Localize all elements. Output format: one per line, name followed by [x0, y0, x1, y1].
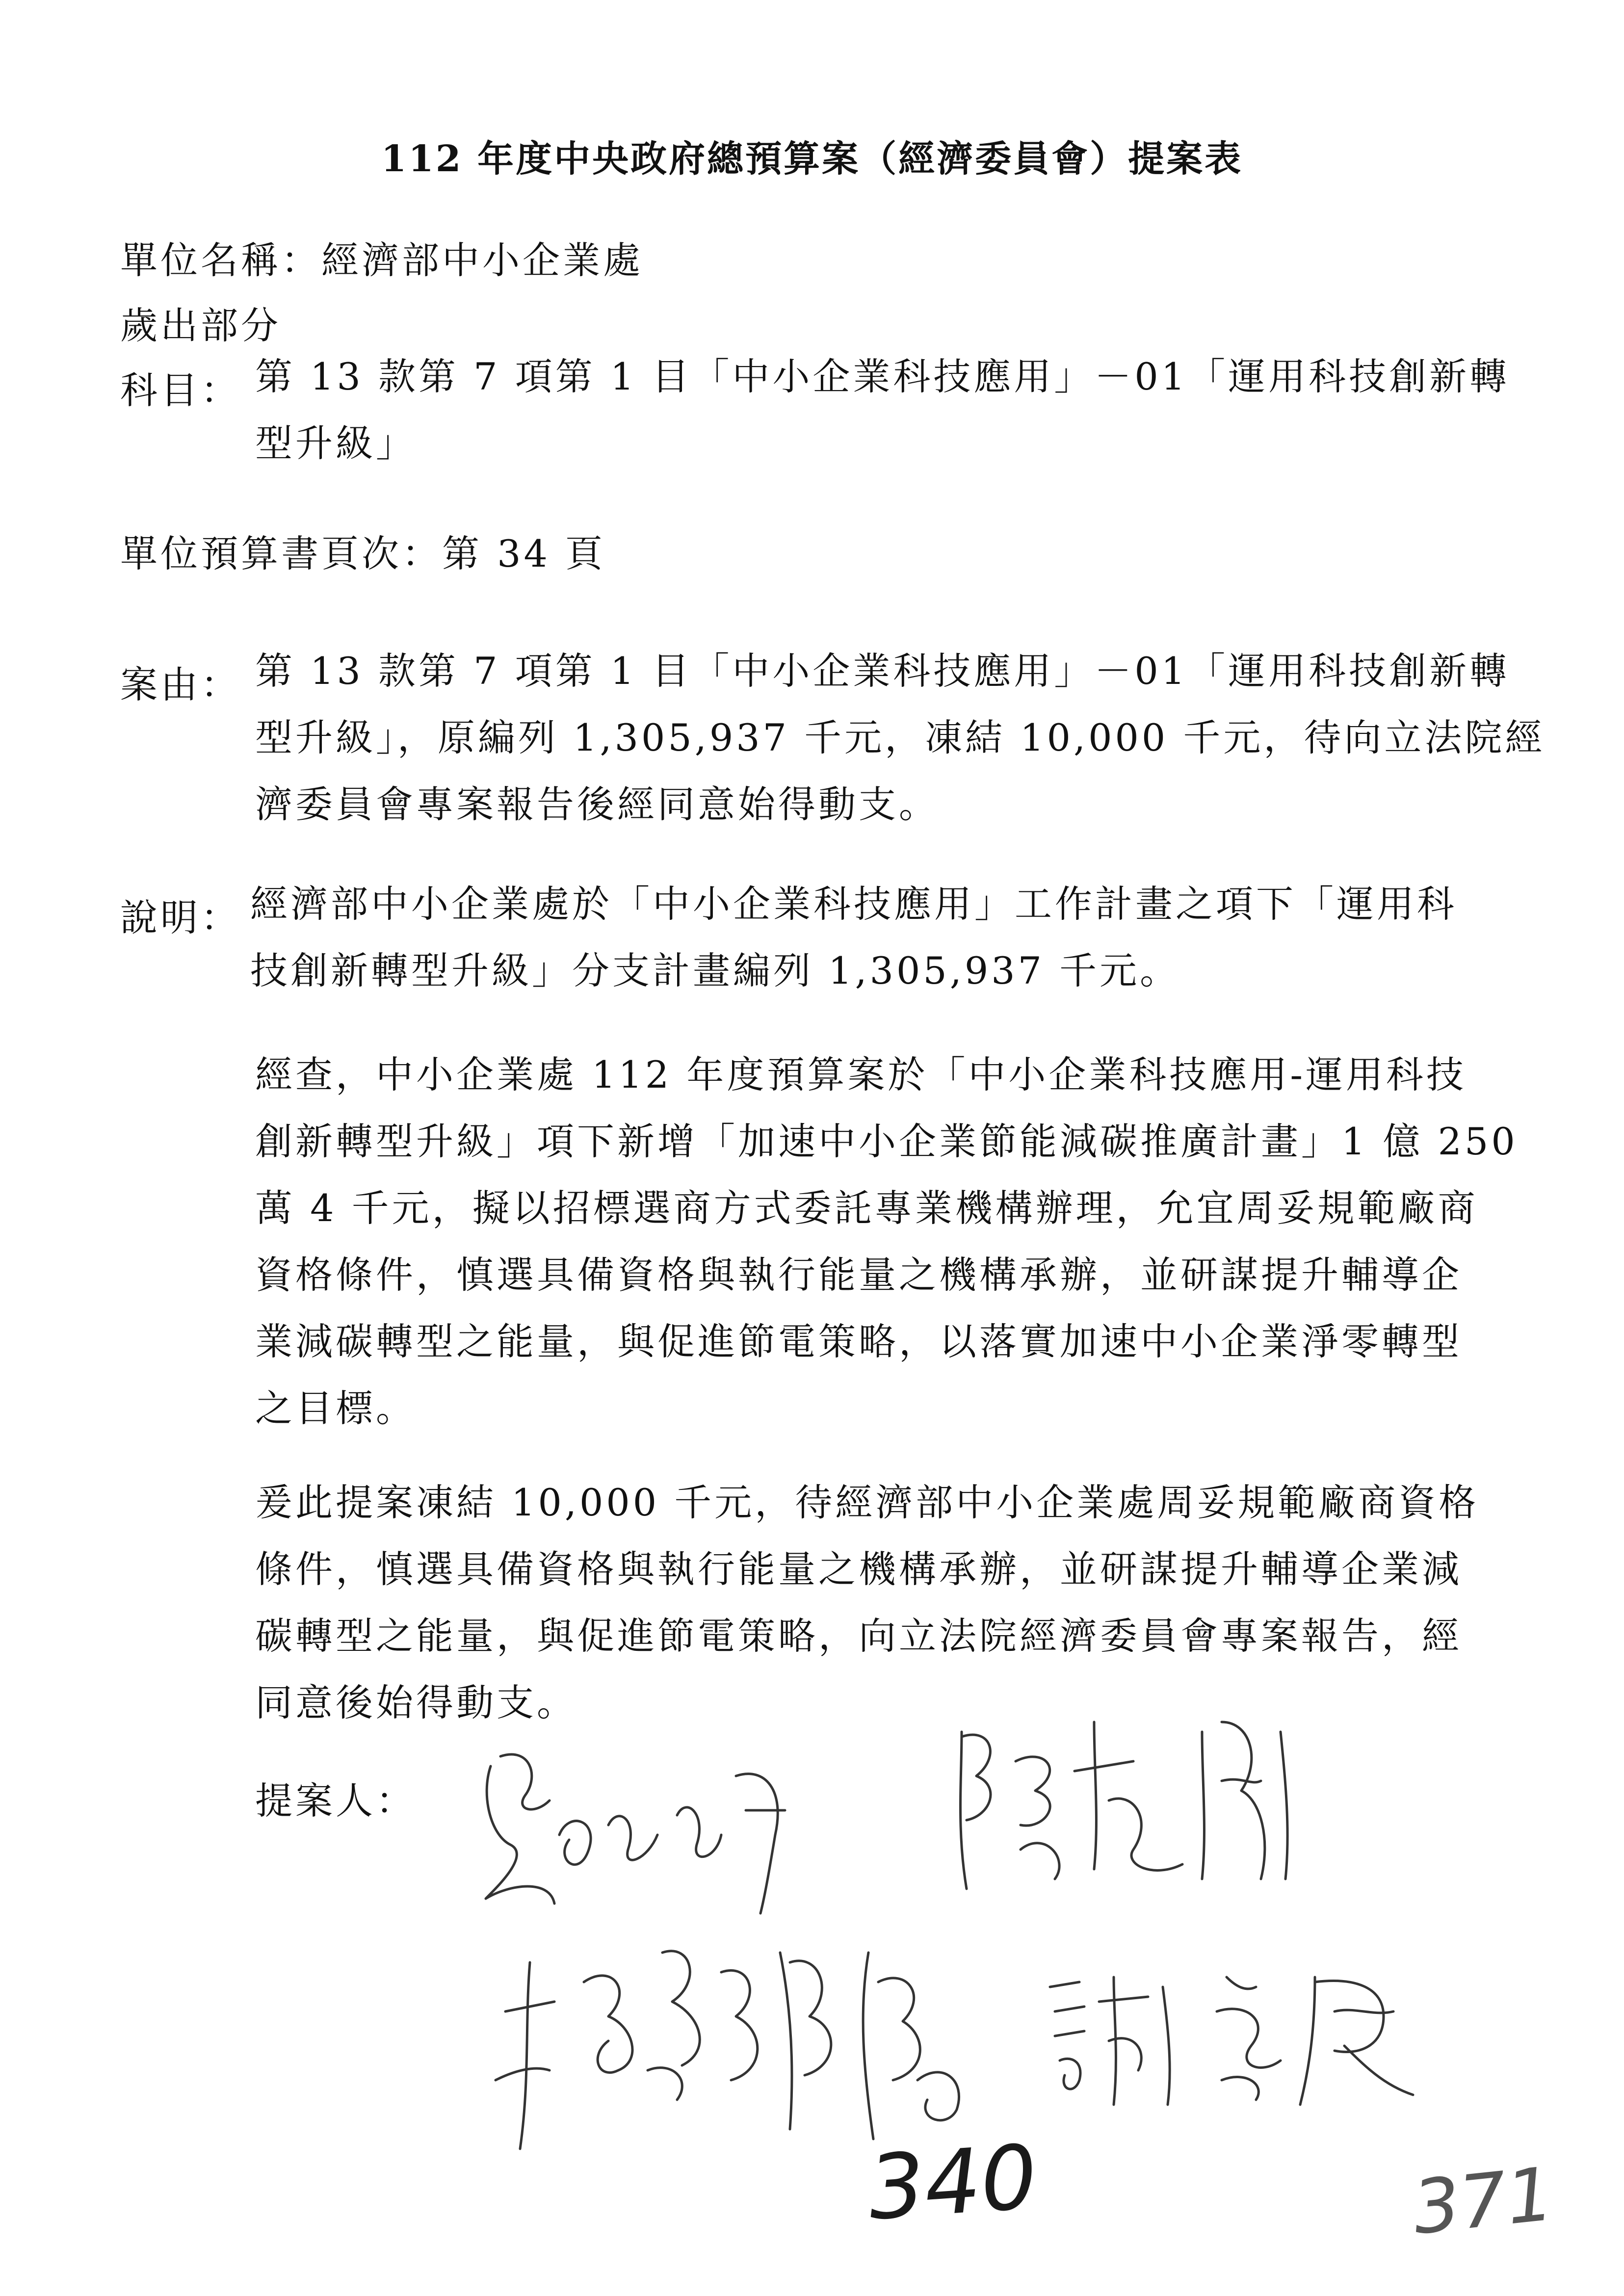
signature-2 — [947, 1702, 1315, 1910]
explanation-line: 技創新轉型升級」分支計畫編列 1,305,937 千元。 — [250, 949, 1180, 992]
signature-4 — [1040, 1957, 1433, 2116]
explanation-line: 經濟部中小企業處於「中小企業科技應用」工作計畫之項下「運用科 — [250, 882, 1457, 926]
explanation-line: 業減碳轉型之能量，與促進節電策略，以落實加速中小企業淨零轉型 — [255, 1320, 1462, 1363]
explanation-label: 說明： — [120, 896, 241, 939]
subject-line: 第 13 款第 7 項第 1 目「中小企業科技應用」－01「運用科技創新轉 — [255, 355, 1510, 398]
explanation-line: 條件，慎選具備資格與執行能量之機構承辦，並研謀提升輔導企業減 — [255, 1547, 1462, 1591]
handwritten-page-number: 340 — [865, 2126, 1041, 2240]
case-text — [255, 638, 1545, 838]
explanation-line: 萬 4 千元，擬以招標選商方式委託專業機構辦理，允宜周妥規範廠商 — [255, 1186, 1478, 1230]
unit-name: 單位名稱：經濟部中小企業處 — [120, 238, 643, 282]
document-title: 112 年度中央政府總預算案（經濟委員會）提案表 — [381, 138, 1243, 180]
subject-line: 型升級」 — [255, 421, 416, 465]
explanation-line: 同意後始得動支。 — [255, 1681, 577, 1724]
explanation-paragraph-1 — [250, 871, 1457, 1004]
explanation-line: 碳轉型之能量，與促進節電策略，向立法院經濟委員會專案報告，經 — [255, 1614, 1462, 1658]
proposer-label: 提案人： — [255, 1779, 416, 1823]
explanation-line: 爰此提案凍結 10,000 千元，待經濟部中小企業處周妥規範廠商資格 — [255, 1481, 1479, 1524]
signature-1 — [471, 1737, 814, 1925]
subject-text — [255, 343, 1510, 477]
case-line: 濟委員會專案報告後經同意始得動支。 — [255, 783, 939, 826]
case-line: 第 13 款第 7 項第 1 目「中小企業科技應用」－01「運用科技創新轉 — [255, 649, 1510, 693]
case-line: 型升級」，原編列 1,305,937 千元，凍結 10,000 千元，待向立法院經 — [255, 716, 1545, 759]
subject-label: 科目： — [120, 368, 241, 412]
section-label: 歲出部分 — [120, 304, 281, 347]
handwritten-corner-number: 371 — [1409, 2151, 1558, 2251]
explanation-paragraph-2 — [255, 1042, 1518, 1442]
budget-page-ref: 單位預算書頁次：第 34 頁 — [120, 532, 606, 575]
explanation-paragraph-3 — [255, 1469, 1479, 1736]
explanation-line: 之目標。 — [255, 1386, 416, 1430]
explanation-line: 創新轉型升級」項下新增「加速中小企業節能減碳推廣計畫」1 億 250 — [255, 1120, 1518, 1163]
explanation-line: 資格條件，慎選具備資格與執行能量之機構承辦，並研謀提升輔導企 — [255, 1253, 1462, 1297]
explanation-line: 經查，中小企業處 112 年度預算案於「中小企業科技應用-運用科技 — [255, 1053, 1467, 1096]
case-label: 案由： — [120, 663, 241, 706]
